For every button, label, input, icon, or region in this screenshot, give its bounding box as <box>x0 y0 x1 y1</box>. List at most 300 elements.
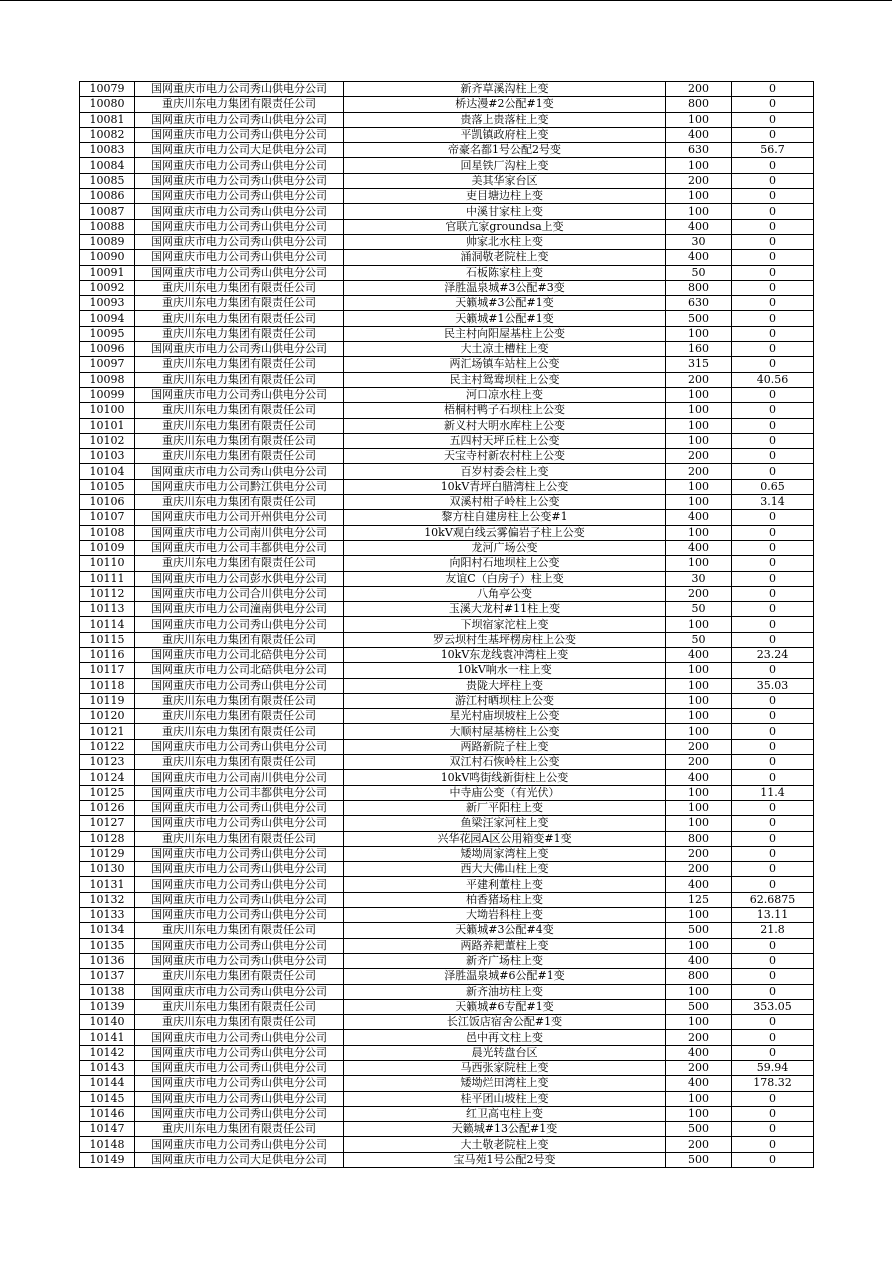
row-id-cell: 10109 <box>80 540 135 555</box>
capacity-cell: 100 <box>666 479 732 494</box>
row-id-cell: 10088 <box>80 219 135 234</box>
transformer-name-cell: 西大大佛山柱上变 <box>344 862 666 877</box>
transformer-name-cell: 10kV青坪白腊湾柱上公变 <box>344 479 666 494</box>
capacity-cell: 100 <box>666 938 732 953</box>
company-cell: 国网重庆市电力公司彭水供电分公司 <box>135 571 344 586</box>
value-cell: 0 <box>732 342 814 357</box>
capacity-cell: 200 <box>666 755 732 770</box>
table-row <box>80 204 814 219</box>
capacity-cell: 200 <box>666 464 732 479</box>
table-row <box>80 984 814 999</box>
company-cell: 国网重庆市电力公司黔江供电分公司 <box>135 479 344 494</box>
row-id-cell: 10146 <box>80 1106 135 1121</box>
company-cell: 重庆川东电力集团有限责任公司 <box>135 755 344 770</box>
value-cell: 353.05 <box>732 999 814 1014</box>
company-cell: 重庆川东电力集团有限责任公司 <box>135 372 344 387</box>
row-id-cell: 10113 <box>80 602 135 617</box>
value-cell: 40.56 <box>732 372 814 387</box>
transformer-name-cell: 两路养耙董柱上变 <box>344 938 666 953</box>
table-row <box>80 816 814 831</box>
value-cell: 0 <box>732 877 814 892</box>
transformer-name-cell: 大土敬老院柱上变 <box>344 1137 666 1152</box>
company-cell: 国网重庆市电力公司秀山供电分公司 <box>135 234 344 249</box>
row-id-cell: 10123 <box>80 755 135 770</box>
table-row <box>80 1076 814 1091</box>
value-cell: 0 <box>732 433 814 448</box>
table-row <box>80 510 814 525</box>
row-id-cell: 10134 <box>80 923 135 938</box>
company-cell: 国网重庆市电力公司北碚供电分公司 <box>135 647 344 662</box>
company-cell: 国网重庆市电力公司秀山供电分公司 <box>135 219 344 234</box>
transformer-name-cell: 五四村天坪丘柱上公变 <box>344 433 666 448</box>
row-id-cell: 10143 <box>80 1061 135 1076</box>
transformer-name-cell: 贵落上贵落柱上变 <box>344 112 666 127</box>
row-id-cell: 10122 <box>80 739 135 754</box>
capacity-cell: 200 <box>666 846 732 861</box>
transformer-name-cell: 新厂平阳柱上变 <box>344 800 666 815</box>
transformer-name-cell: 10kV东龙线袁冲湾柱上变 <box>344 647 666 662</box>
value-cell: 62.6875 <box>732 892 814 907</box>
value-cell: 0 <box>732 602 814 617</box>
value-cell: 0 <box>732 938 814 953</box>
value-cell: 0 <box>732 250 814 265</box>
row-id-cell: 10135 <box>80 938 135 953</box>
table-row <box>80 112 814 127</box>
value-cell: 0 <box>732 82 814 97</box>
table-row <box>80 969 814 984</box>
company-cell: 国网重庆市电力公司秀山供电分公司 <box>135 877 344 892</box>
table-row <box>80 1122 814 1137</box>
company-cell: 国网重庆市电力公司秀山供电分公司 <box>135 1137 344 1152</box>
transformer-name-cell: 星光村庙坝坡柱上公变 <box>344 709 666 724</box>
table-row <box>80 418 814 433</box>
row-id-cell: 10103 <box>80 449 135 464</box>
capacity-cell: 400 <box>666 953 732 968</box>
value-cell: 0 <box>732 464 814 479</box>
table-row <box>80 143 814 158</box>
transformer-name-cell: 帅家北水柱上变 <box>344 234 666 249</box>
transformer-name-cell: 罗云坝村生基坪楞房柱上公变 <box>344 632 666 647</box>
table-row <box>80 525 814 540</box>
capacity-cell: 100 <box>666 387 732 402</box>
page-top-border <box>0 0 892 1</box>
value-cell: 0 <box>732 189 814 204</box>
row-id-cell: 10136 <box>80 953 135 968</box>
company-cell: 重庆川东电力集团有限责任公司 <box>135 693 344 708</box>
company-cell: 国网重庆市电力公司秀山供电分公司 <box>135 984 344 999</box>
capacity-cell: 100 <box>666 1091 732 1106</box>
value-cell: 0 <box>732 755 814 770</box>
table-row <box>80 1137 814 1152</box>
row-id-cell: 10090 <box>80 250 135 265</box>
capacity-cell: 100 <box>666 204 732 219</box>
row-id-cell: 10118 <box>80 678 135 693</box>
value-cell: 0 <box>732 449 814 464</box>
capacity-cell: 100 <box>666 556 732 571</box>
table-row <box>80 158 814 173</box>
capacity-cell: 200 <box>666 372 732 387</box>
company-cell: 国网重庆市电力公司丰都供电分公司 <box>135 540 344 555</box>
transformer-name-cell: 玉溪大龙村#11柱上变 <box>344 602 666 617</box>
transformer-name-cell: 天籁城#13公配#1变 <box>344 1122 666 1137</box>
row-id-cell: 10093 <box>80 296 135 311</box>
row-id-cell: 10095 <box>80 326 135 341</box>
row-id-cell: 10128 <box>80 831 135 846</box>
table-row <box>80 632 814 647</box>
company-cell: 国网重庆市电力公司秀山供电分公司 <box>135 1030 344 1045</box>
table-row <box>80 846 814 861</box>
table-row <box>80 602 814 617</box>
table-row <box>80 908 814 923</box>
capacity-cell: 400 <box>666 1076 732 1091</box>
capacity-cell: 800 <box>666 969 732 984</box>
row-id-cell: 10139 <box>80 999 135 1014</box>
transformer-name-cell: 涌洞敬老院柱上变 <box>344 250 666 265</box>
value-cell: 0 <box>732 296 814 311</box>
transformer-name-cell: 马西张家院柱上变 <box>344 1061 666 1076</box>
row-id-cell: 10080 <box>80 97 135 112</box>
capacity-cell: 100 <box>666 816 732 831</box>
capacity-cell: 125 <box>666 892 732 907</box>
company-cell: 国网重庆市电力公司秀山供电分公司 <box>135 816 344 831</box>
value-cell: 0 <box>732 724 814 739</box>
transformer-name-cell: 两汇场镇车站柱上公变 <box>344 357 666 372</box>
transformer-name-cell: 帝豪名都1号公配2号变 <box>344 143 666 158</box>
capacity-cell: 100 <box>666 112 732 127</box>
table-row <box>80 219 814 234</box>
table-row <box>80 755 814 770</box>
value-cell: 0 <box>732 571 814 586</box>
capacity-cell: 30 <box>666 571 732 586</box>
transformer-name-cell: 双江村石恢岭柱上公变 <box>344 755 666 770</box>
value-cell: 0 <box>732 204 814 219</box>
company-cell: 国网重庆市电力公司南川供电分公司 <box>135 770 344 785</box>
value-cell: 0 <box>732 862 814 877</box>
company-cell: 重庆川东电力集团有限责任公司 <box>135 296 344 311</box>
transformer-name-cell: 长江饭店宿舍公配#1变 <box>344 1015 666 1030</box>
company-cell: 国网重庆市电力公司秀山供电分公司 <box>135 862 344 877</box>
value-cell: 0 <box>732 693 814 708</box>
value-cell: 3.14 <box>732 495 814 510</box>
value-cell: 0 <box>732 403 814 418</box>
value-cell: 0 <box>732 586 814 601</box>
company-cell: 国网重庆市电力公司秀山供电分公司 <box>135 265 344 280</box>
transformer-name-cell: 晨光转盘台区 <box>344 1045 666 1060</box>
row-id-cell: 10105 <box>80 479 135 494</box>
company-cell: 重庆川东电力集团有限责任公司 <box>135 556 344 571</box>
table-row <box>80 800 814 815</box>
company-cell: 国网重庆市电力公司秀山供电分公司 <box>135 1076 344 1091</box>
table-row <box>80 571 814 586</box>
capacity-cell: 200 <box>666 173 732 188</box>
row-id-cell: 10142 <box>80 1045 135 1060</box>
transformer-name-cell: 兴华花园A区公用箱变#1变 <box>344 831 666 846</box>
row-id-cell: 10108 <box>80 525 135 540</box>
table-row <box>80 97 814 112</box>
row-id-cell: 10124 <box>80 770 135 785</box>
capacity-cell: 50 <box>666 632 732 647</box>
row-id-cell: 10114 <box>80 617 135 632</box>
table-row <box>80 433 814 448</box>
row-id-cell: 10111 <box>80 571 135 586</box>
transformer-name-cell: 天籁城#6专配#1变 <box>344 999 666 1014</box>
table-row <box>80 877 814 892</box>
company-cell: 国网重庆市电力公司秀山供电分公司 <box>135 464 344 479</box>
value-cell: 0 <box>732 357 814 372</box>
company-cell: 国网重庆市电力公司秀山供电分公司 <box>135 678 344 693</box>
capacity-cell: 400 <box>666 127 732 142</box>
capacity-cell: 100 <box>666 158 732 173</box>
company-cell: 国网重庆市电力公司秀山供电分公司 <box>135 250 344 265</box>
transformer-name-cell: 宝马苑1号公配2号变 <box>344 1152 666 1167</box>
transformer-name-cell: 大坳岩科柱上变 <box>344 908 666 923</box>
row-id-cell: 10092 <box>80 280 135 295</box>
value-cell: 0 <box>732 1137 814 1152</box>
capacity-cell: 160 <box>666 342 732 357</box>
value-cell: 0 <box>732 984 814 999</box>
value-cell: 0 <box>732 1122 814 1137</box>
capacity-cell: 100 <box>666 403 732 418</box>
value-cell: 0 <box>732 112 814 127</box>
company-cell: 重庆川东电力集团有限责任公司 <box>135 449 344 464</box>
table-row <box>80 1015 814 1030</box>
capacity-cell: 100 <box>666 785 732 800</box>
capacity-cell: 100 <box>666 693 732 708</box>
transformer-name-cell: 下坝宿家沱柱上变 <box>344 617 666 632</box>
value-cell: 0 <box>732 234 814 249</box>
value-cell: 0 <box>732 770 814 785</box>
company-cell: 重庆川东电力集团有限责任公司 <box>135 831 344 846</box>
row-id-cell: 10121 <box>80 724 135 739</box>
transformer-name-cell: 吏目塘边柱上变 <box>344 189 666 204</box>
company-cell: 国网重庆市电力公司秀山供电分公司 <box>135 189 344 204</box>
transformer-name-cell: 桂平团山坡柱上变 <box>344 1091 666 1106</box>
row-id-cell: 10112 <box>80 586 135 601</box>
row-id-cell: 10117 <box>80 663 135 678</box>
table-row <box>80 1106 814 1121</box>
row-id-cell: 10099 <box>80 387 135 402</box>
value-cell: 0 <box>732 953 814 968</box>
company-cell: 国网重庆市电力公司秀山供电分公司 <box>135 1061 344 1076</box>
table-row <box>80 999 814 1014</box>
capacity-cell: 50 <box>666 602 732 617</box>
company-cell: 国网重庆市电力公司秀山供电分公司 <box>135 1106 344 1121</box>
transformer-name-cell: 友谊C（白房子）柱上变 <box>344 571 666 586</box>
value-cell: 0 <box>732 173 814 188</box>
table-row <box>80 1091 814 1106</box>
value-cell: 0 <box>732 632 814 647</box>
transformer-name-cell: 大土凉土槽柱上变 <box>344 342 666 357</box>
transformer-name-cell: 石板陈家柱上变 <box>344 265 666 280</box>
row-id-cell: 10126 <box>80 800 135 815</box>
company-cell: 国网重庆市电力公司秀山供电分公司 <box>135 387 344 402</box>
transformer-name-cell: 平建利董柱上变 <box>344 877 666 892</box>
row-id-cell: 10120 <box>80 709 135 724</box>
capacity-cell: 400 <box>666 250 732 265</box>
capacity-cell: 100 <box>666 189 732 204</box>
table-row <box>80 173 814 188</box>
value-cell: 35.03 <box>732 678 814 693</box>
company-cell: 重庆川东电力集团有限责任公司 <box>135 326 344 341</box>
row-id-cell: 10104 <box>80 464 135 479</box>
transformer-name-cell: 柏香猪场柱上变 <box>344 892 666 907</box>
table-row <box>80 372 814 387</box>
row-id-cell: 10141 <box>80 1030 135 1045</box>
capacity-cell: 800 <box>666 280 732 295</box>
row-id-cell: 10144 <box>80 1076 135 1091</box>
company-cell: 国网重庆市电力公司秀山供电分公司 <box>135 82 344 97</box>
company-cell: 重庆川东电力集团有限责任公司 <box>135 280 344 295</box>
company-cell: 国网重庆市电力公司秀山供电分公司 <box>135 800 344 815</box>
table-row <box>80 617 814 632</box>
table-row <box>80 265 814 280</box>
capacity-cell: 100 <box>666 495 732 510</box>
table-row <box>80 357 814 372</box>
company-cell: 国网重庆市电力公司秀山供电分公司 <box>135 127 344 142</box>
capacity-cell: 630 <box>666 143 732 158</box>
row-id-cell: 10129 <box>80 846 135 861</box>
transformer-name-cell: 大顺村屋基榜柱上公变 <box>344 724 666 739</box>
company-cell: 国网重庆市电力公司秀山供电分公司 <box>135 617 344 632</box>
value-cell: 0 <box>732 1030 814 1045</box>
row-id-cell: 10110 <box>80 556 135 571</box>
table-row <box>80 693 814 708</box>
table-row <box>80 1030 814 1045</box>
table-row <box>80 785 814 800</box>
row-id-cell: 10094 <box>80 311 135 326</box>
capacity-cell: 200 <box>666 449 732 464</box>
company-cell: 重庆川东电力集团有限责任公司 <box>135 495 344 510</box>
transformer-name-cell: 双溪村柑子岭柱上公变 <box>344 495 666 510</box>
row-id-cell: 10125 <box>80 785 135 800</box>
capacity-cell: 800 <box>666 831 732 846</box>
company-cell: 重庆川东电力集团有限责任公司 <box>135 969 344 984</box>
table-row <box>80 234 814 249</box>
row-id-cell: 10107 <box>80 510 135 525</box>
transformer-name-cell: 美其华家台区 <box>344 173 666 188</box>
company-cell: 重庆川东电力集团有限责任公司 <box>135 311 344 326</box>
row-id-cell: 10148 <box>80 1137 135 1152</box>
row-id-cell: 10101 <box>80 418 135 433</box>
capacity-cell: 100 <box>666 418 732 433</box>
capacity-cell: 200 <box>666 1137 732 1152</box>
value-cell: 13.11 <box>732 908 814 923</box>
row-id-cell: 10138 <box>80 984 135 999</box>
row-id-cell: 10085 <box>80 173 135 188</box>
company-cell: 国网重庆市电力公司开州供电分公司 <box>135 510 344 525</box>
company-cell: 重庆川东电力集团有限责任公司 <box>135 709 344 724</box>
table-row <box>80 311 814 326</box>
capacity-cell: 400 <box>666 540 732 555</box>
row-id-cell: 10081 <box>80 112 135 127</box>
value-cell: 59.94 <box>732 1061 814 1076</box>
row-id-cell: 10116 <box>80 647 135 662</box>
value-cell: 0 <box>732 739 814 754</box>
capacity-cell: 50 <box>666 265 732 280</box>
capacity-cell: 630 <box>666 296 732 311</box>
value-cell: 0 <box>732 1106 814 1121</box>
value-cell: 0 <box>732 1045 814 1060</box>
value-cell: 56.7 <box>732 143 814 158</box>
row-id-cell: 10079 <box>80 82 135 97</box>
transformer-name-cell: 游江村晒坝柱上公变 <box>344 693 666 708</box>
company-cell: 重庆川东电力集团有限责任公司 <box>135 999 344 1014</box>
value-cell: 0 <box>732 158 814 173</box>
capacity-cell: 100 <box>666 984 732 999</box>
capacity-cell: 100 <box>666 678 732 693</box>
table-row <box>80 1045 814 1060</box>
capacity-cell: 100 <box>666 800 732 815</box>
transformer-name-cell: 10kV观白线云雾偏岩子柱上公变 <box>344 525 666 540</box>
capacity-cell: 200 <box>666 1061 732 1076</box>
table-row <box>80 403 814 418</box>
row-id-cell: 10133 <box>80 908 135 923</box>
value-cell: 0 <box>732 265 814 280</box>
capacity-cell: 100 <box>666 433 732 448</box>
transformer-name-cell: 黎方柱自建房柱上公变#1 <box>344 510 666 525</box>
table-row <box>80 280 814 295</box>
value-cell: 0 <box>732 969 814 984</box>
transformer-name-cell: 10kV响水一柱上变 <box>344 663 666 678</box>
transformer-name-cell: 10kV鸣街线新街柱上公变 <box>344 770 666 785</box>
table-row <box>80 556 814 571</box>
table-row <box>80 953 814 968</box>
capacity-cell: 500 <box>666 1152 732 1167</box>
table-row <box>80 540 814 555</box>
table-body <box>80 82 814 1168</box>
capacity-cell: 400 <box>666 770 732 785</box>
transformer-name-cell: 新义村大明水库柱上公变 <box>344 418 666 433</box>
table-row <box>80 127 814 142</box>
row-id-cell: 10098 <box>80 372 135 387</box>
company-cell: 国网重庆市电力公司合川供电分公司 <box>135 586 344 601</box>
transformer-name-cell: 新齐草溪沟柱上变 <box>344 82 666 97</box>
transformer-name-cell: 贵陇大坪柱上变 <box>344 678 666 693</box>
transformer-name-cell: 龙河广场公变 <box>344 540 666 555</box>
value-cell: 0 <box>732 1015 814 1030</box>
capacity-cell: 100 <box>666 663 732 678</box>
row-id-cell: 10149 <box>80 1152 135 1167</box>
capacity-cell: 500 <box>666 999 732 1014</box>
value-cell: 0 <box>732 280 814 295</box>
table-row <box>80 663 814 678</box>
row-id-cell: 10115 <box>80 632 135 647</box>
capacity-cell: 30 <box>666 234 732 249</box>
transformer-name-cell: 鱼梁汪家河柱上变 <box>344 816 666 831</box>
value-cell: 0 <box>732 418 814 433</box>
table-row <box>80 342 814 357</box>
transformer-name-cell: 红卫高屯柱上变 <box>344 1106 666 1121</box>
row-id-cell: 10087 <box>80 204 135 219</box>
transformer-name-cell: 两路新院子柱上变 <box>344 739 666 754</box>
company-cell: 国网重庆市电力公司大足供电分公司 <box>135 1152 344 1167</box>
capacity-cell: 500 <box>666 311 732 326</box>
row-id-cell: 10145 <box>80 1091 135 1106</box>
value-cell: 0 <box>732 540 814 555</box>
value-cell: 0 <box>732 816 814 831</box>
value-cell: 0 <box>732 846 814 861</box>
transformer-name-cell: 回星铁厂沟柱上变 <box>344 158 666 173</box>
row-id-cell: 10086 <box>80 189 135 204</box>
company-cell: 国网重庆市电力公司潼南供电分公司 <box>135 602 344 617</box>
capacity-cell: 400 <box>666 1045 732 1060</box>
capacity-cell: 100 <box>666 525 732 540</box>
value-cell: 0 <box>732 617 814 632</box>
value-cell: 0.65 <box>732 479 814 494</box>
table-row <box>80 739 814 754</box>
table-row <box>80 82 814 97</box>
transformer-name-cell: 邑中再文柱上变 <box>344 1030 666 1045</box>
